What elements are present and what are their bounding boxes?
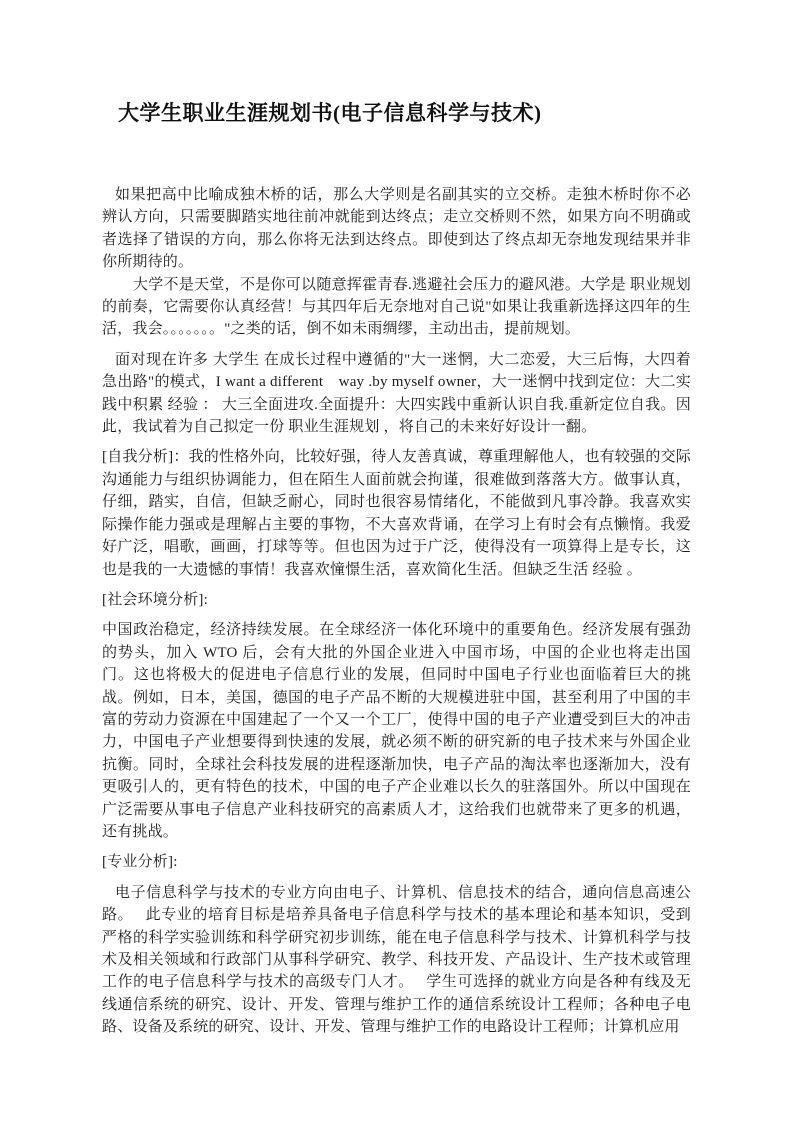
paragraph-four-year-pattern: 面对现在许多 大学生 在成长过程中遵循的"大一迷惘，大二恋爱，大三后悔，大四着急出路"的模式，I want a different way .by myself owner，大一迷惘中找到定位：大二实践中积累 经验 ： 大三全面进攻.全面提升：大四实践中重新认识自我.重新定位自我。因此，我试着为自己拟定一份 职业生涯规划 ，将自己的未来好好设计一翻。 [102,351,691,436]
paragraph-social-environment: 中国政治稳定，经济持续发展。在全球经济一体化环境中的重要角色。经济发展有强劲的势头，加入 WTO 后，会有大批的外国企业进入中国市场，中国的企业也将走出国门。这也将极大的促进电子信息行业的发展，但同时中国电子行业也面临着巨大的挑战。例如，日本，美国，德国的电子产品不断的大规模进驻中国，甚至利用了中国的丰富的劳动力资源在中国建起了一个又一个工厂，使得中国的电子产业遭受到巨大的冲击力，中国电子产业想要得到快速的发展，就必须不断的研究新的电子技术来与外国企业抗衡。同时，全球社会科技发展的进程逐渐加快，电子产品的淘汰率也逐渐加大，没有更吸引人的，更有特色的技术，中国的电子产企业难以长久的驻落国外。所以中国现在广泛需要从事电子信息产业科技研究的高素质人才，这给我们也就带来了更多的机遇，还有挑战。 [102,622,691,840]
paragraph-major-analysis: 电子信息科学与技术的专业方向由电子、计算机、信息技术的结合，通向信息高速公路。 此专业的培育目标是培养具备电子信息科学与技术的基本理论和基本知识，受到严格的科学实验训练和科学研究初步训练，能在电子信息科学与技术、计算机科学与技术及相关领域和行政部门从事科学研究、教学、科技开发、产品设计、生产技术或管理工作的电子信息科学与技术的高级专门人才。 学生可选择的就业方向是各种有线及无线通信系统的研究、设计、开发、管理与维护工作的通信系统设计工程师；各种电子电路、设备及系统的研究、设计、开发、管理与维护工作的电路设计工程师；计算机应用 [102,884,691,1036]
paragraph-self-analysis: [自我分析]：我的性格外向，比较好强，待人友善真诚，尊重理解他人，也有较强的交际沟通能力与组织协调能力，但在陌生人面前就会拘谨，很难做到落落大方。做事认真，仔细，踏实，自信，但缺乏耐心，同时也很容易情绪化，不能做到凡事冷静。我喜欢实际操作能力强或是理解占主要的事物，不大喜欢背诵，在学习上有时会有点懒惰。我爱好广泛，唱歌，画画，打球等等。但也因为过于广泛，使得没有一项算得上是专长，这也是我的一大遗憾的事情！我喜欢憧憬生活，喜欢简化生活。但缺乏生活 经验 。 [102,449,691,578]
paragraph-university-prelude: 大学不是天堂，不是你可以随意挥霍青春.逃避社会压力的避风港。大学是 职业规划 的前奏，它需要你认真经营！与其四年后无奈地对自己说"如果让我重新选择这四年的生活，我会。。。。。。。"之类的话，倒不如未雨绸缪，主动出击，提前规划。 [102,276,691,338]
paragraph-intro-bridge: 如果把高中比喻成独木桥的话，那么大学则是名副其实的立交桥。走独木桥时你不必辨认方向，只需要脚踏实地往前冲就能到达终点；走立交桥则不然，如果方向不明确或者选择了错误的方向，那么你将无法到达终点。即使到达了终点却无奈地发现结果并非你所期待的。 [102,187,691,271]
doc-title: 大学生职业生涯规划书(电子信息科学与技术) [118,101,542,125]
doc-content [102,98,691,1039]
heading-major-analysis: [专业分析]: [102,854,178,871]
heading-social-environment: [社会环境分析]: [102,591,208,608]
